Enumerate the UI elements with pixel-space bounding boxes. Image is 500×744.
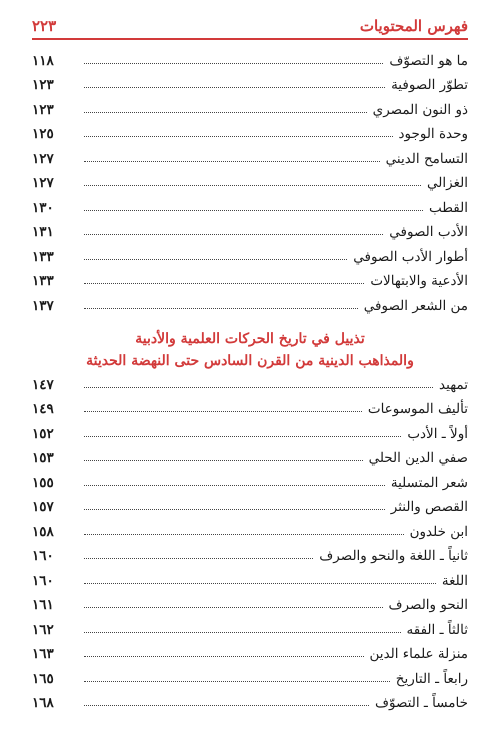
dot-leader — [84, 112, 367, 113]
toc-label: تطوّر الصوفية — [391, 77, 468, 93]
dot-leader — [84, 583, 436, 584]
toc-label: ابن خلدون — [409, 523, 468, 540]
toc-label: التسامح الديني — [385, 150, 468, 167]
toc-page-number: ١٥٧ — [32, 499, 54, 515]
toc-label: رابعاً ـ التاريخ — [395, 670, 468, 687]
toc-page-number: ١٦٠ — [32, 572, 54, 589]
toc-page-number: ١٣٣ — [32, 248, 54, 265]
toc-entry[interactable] — [32, 589, 468, 614]
toc-page-number: ١٦٢ — [32, 621, 54, 638]
toc-label: القصص والنثر — [390, 499, 468, 515]
toc-entry[interactable] — [32, 613, 468, 638]
toc-page-number: ١٦٥ — [32, 670, 54, 687]
toc-label: أولاً ـ الأدب — [407, 425, 468, 442]
toc-page-number: ١٢٣ — [32, 77, 54, 93]
toc-entry[interactable] — [32, 44, 468, 69]
toc-page-number: ١٥٢ — [32, 425, 54, 442]
toc-entry[interactable] — [32, 142, 468, 167]
toc-page-number: ١٦٣ — [32, 646, 54, 662]
dot-leader — [84, 632, 401, 633]
toc-entry[interactable] — [32, 491, 468, 516]
toc-entry[interactable] — [32, 265, 468, 290]
toc-label: وحدة الوجود — [398, 126, 468, 142]
toc-entry[interactable] — [32, 687, 468, 712]
toc-page-number: ١٣٠ — [32, 199, 54, 216]
toc-page-number: ١٦٨ — [32, 695, 54, 711]
dot-leader — [84, 534, 404, 535]
toc-entry[interactable] — [32, 417, 468, 442]
dot-leader — [84, 283, 364, 284]
section-heading-line-2: والمذاهب الدينية من القرن السادس حتى النهضة الحديثة — [86, 353, 414, 369]
toc-entry[interactable] — [32, 638, 468, 663]
toc-entry[interactable] — [32, 515, 468, 540]
toc-entry[interactable] — [32, 466, 468, 491]
dot-leader — [84, 387, 433, 388]
toc-entry[interactable] — [32, 191, 468, 216]
toc-page-number: ١٢٧ — [32, 175, 54, 191]
dot-leader — [84, 460, 363, 461]
section-heading-line-1: تذييل في تاريخ الحركات العلمية والأدبية — [135, 331, 365, 347]
toc-page-number: ١٥٨ — [32, 523, 54, 540]
toc-page-number: ١٤٧ — [32, 376, 54, 393]
dot-leader — [84, 485, 385, 486]
toc-page-number: ١٣٧ — [32, 297, 54, 314]
toc-label: شعر المتسلية — [390, 474, 468, 491]
toc-list-2 — [32, 368, 468, 711]
toc-label: الأدب الصوفي — [389, 224, 468, 240]
dot-leader — [84, 558, 313, 559]
toc-page-number: ١١٨ — [32, 52, 54, 69]
toc-label: اللغة — [441, 572, 468, 589]
toc-entry[interactable] — [32, 93, 468, 118]
dot-leader — [84, 509, 385, 510]
toc-entry[interactable] — [32, 167, 468, 192]
toc-label: الغزالي — [427, 175, 468, 191]
appendix-section-heading — [32, 328, 468, 372]
toc-label: ما هو التصوّف — [389, 52, 468, 69]
toc-label: الأدعية والابتهالات — [370, 273, 468, 289]
toc-label: النحو والصرف — [388, 597, 468, 613]
dot-leader — [84, 161, 380, 162]
toc-list-1 — [32, 44, 468, 314]
toc-entry[interactable] — [32, 69, 468, 94]
dot-leader — [84, 63, 383, 64]
toc-page-number: ١٢٣ — [32, 101, 54, 118]
toc-label: ذو النون المصري — [372, 101, 468, 118]
dot-leader — [84, 656, 364, 657]
toc-entry[interactable] — [32, 240, 468, 265]
toc-page-number: ١٥٣ — [32, 450, 54, 466]
toc-label: من الشعر الصوفي — [363, 297, 468, 314]
toc-page-number: ١٥٥ — [32, 474, 54, 491]
page-title: فهرس المحتويات — [359, 17, 468, 35]
toc-entry[interactable] — [32, 118, 468, 143]
dot-leader — [84, 185, 421, 186]
toc-page-number: ١٣٣ — [32, 273, 54, 289]
toc-page-number: ١٤٩ — [32, 401, 54, 417]
dot-leader — [84, 259, 347, 260]
dot-leader — [84, 136, 393, 137]
page-header — [32, 12, 468, 40]
toc-entry[interactable] — [32, 442, 468, 467]
toc-label: صفي الدين الحلي — [368, 450, 468, 466]
dot-leader — [84, 705, 369, 706]
dot-leader — [84, 308, 358, 309]
toc-label: تمهيد — [439, 376, 468, 393]
toc-entry[interactable] — [32, 216, 468, 241]
toc-entry[interactable] — [32, 368, 468, 393]
toc-label: أطوار الأدب الصوفي — [353, 248, 468, 265]
toc-page-number: ١٦٠ — [32, 548, 54, 564]
dot-leader — [84, 87, 385, 88]
dot-leader — [84, 411, 362, 412]
toc-entry[interactable] — [32, 662, 468, 687]
toc-label: خامساً ـ التصوّف — [375, 695, 468, 711]
toc-page-number: ١٣١ — [32, 224, 54, 240]
dot-leader — [84, 681, 390, 682]
dot-leader — [84, 607, 383, 608]
toc-page-number: ١٢٧ — [32, 150, 54, 167]
toc-page-number: ١٢٥ — [32, 126, 54, 142]
toc-label: ثالثاً ـ الفقه — [406, 621, 468, 638]
toc-label: منزلة علماء الدين — [369, 646, 468, 662]
dot-leader — [84, 436, 401, 437]
toc-entry[interactable] — [32, 289, 468, 314]
dot-leader — [84, 210, 423, 211]
page-number: ٢٢٣ — [32, 17, 57, 35]
toc-label: ثانياً ـ اللغة والنحو والصرف — [319, 548, 468, 564]
dot-leader — [84, 234, 383, 235]
toc-entry[interactable] — [32, 564, 468, 589]
toc-label: القطب — [428, 199, 468, 216]
toc-entry[interactable] — [32, 540, 468, 565]
toc-page-number: ١٦١ — [32, 597, 54, 613]
toc-label: تأليف الموسوعات — [367, 401, 468, 417]
toc-entry[interactable] — [32, 393, 468, 418]
